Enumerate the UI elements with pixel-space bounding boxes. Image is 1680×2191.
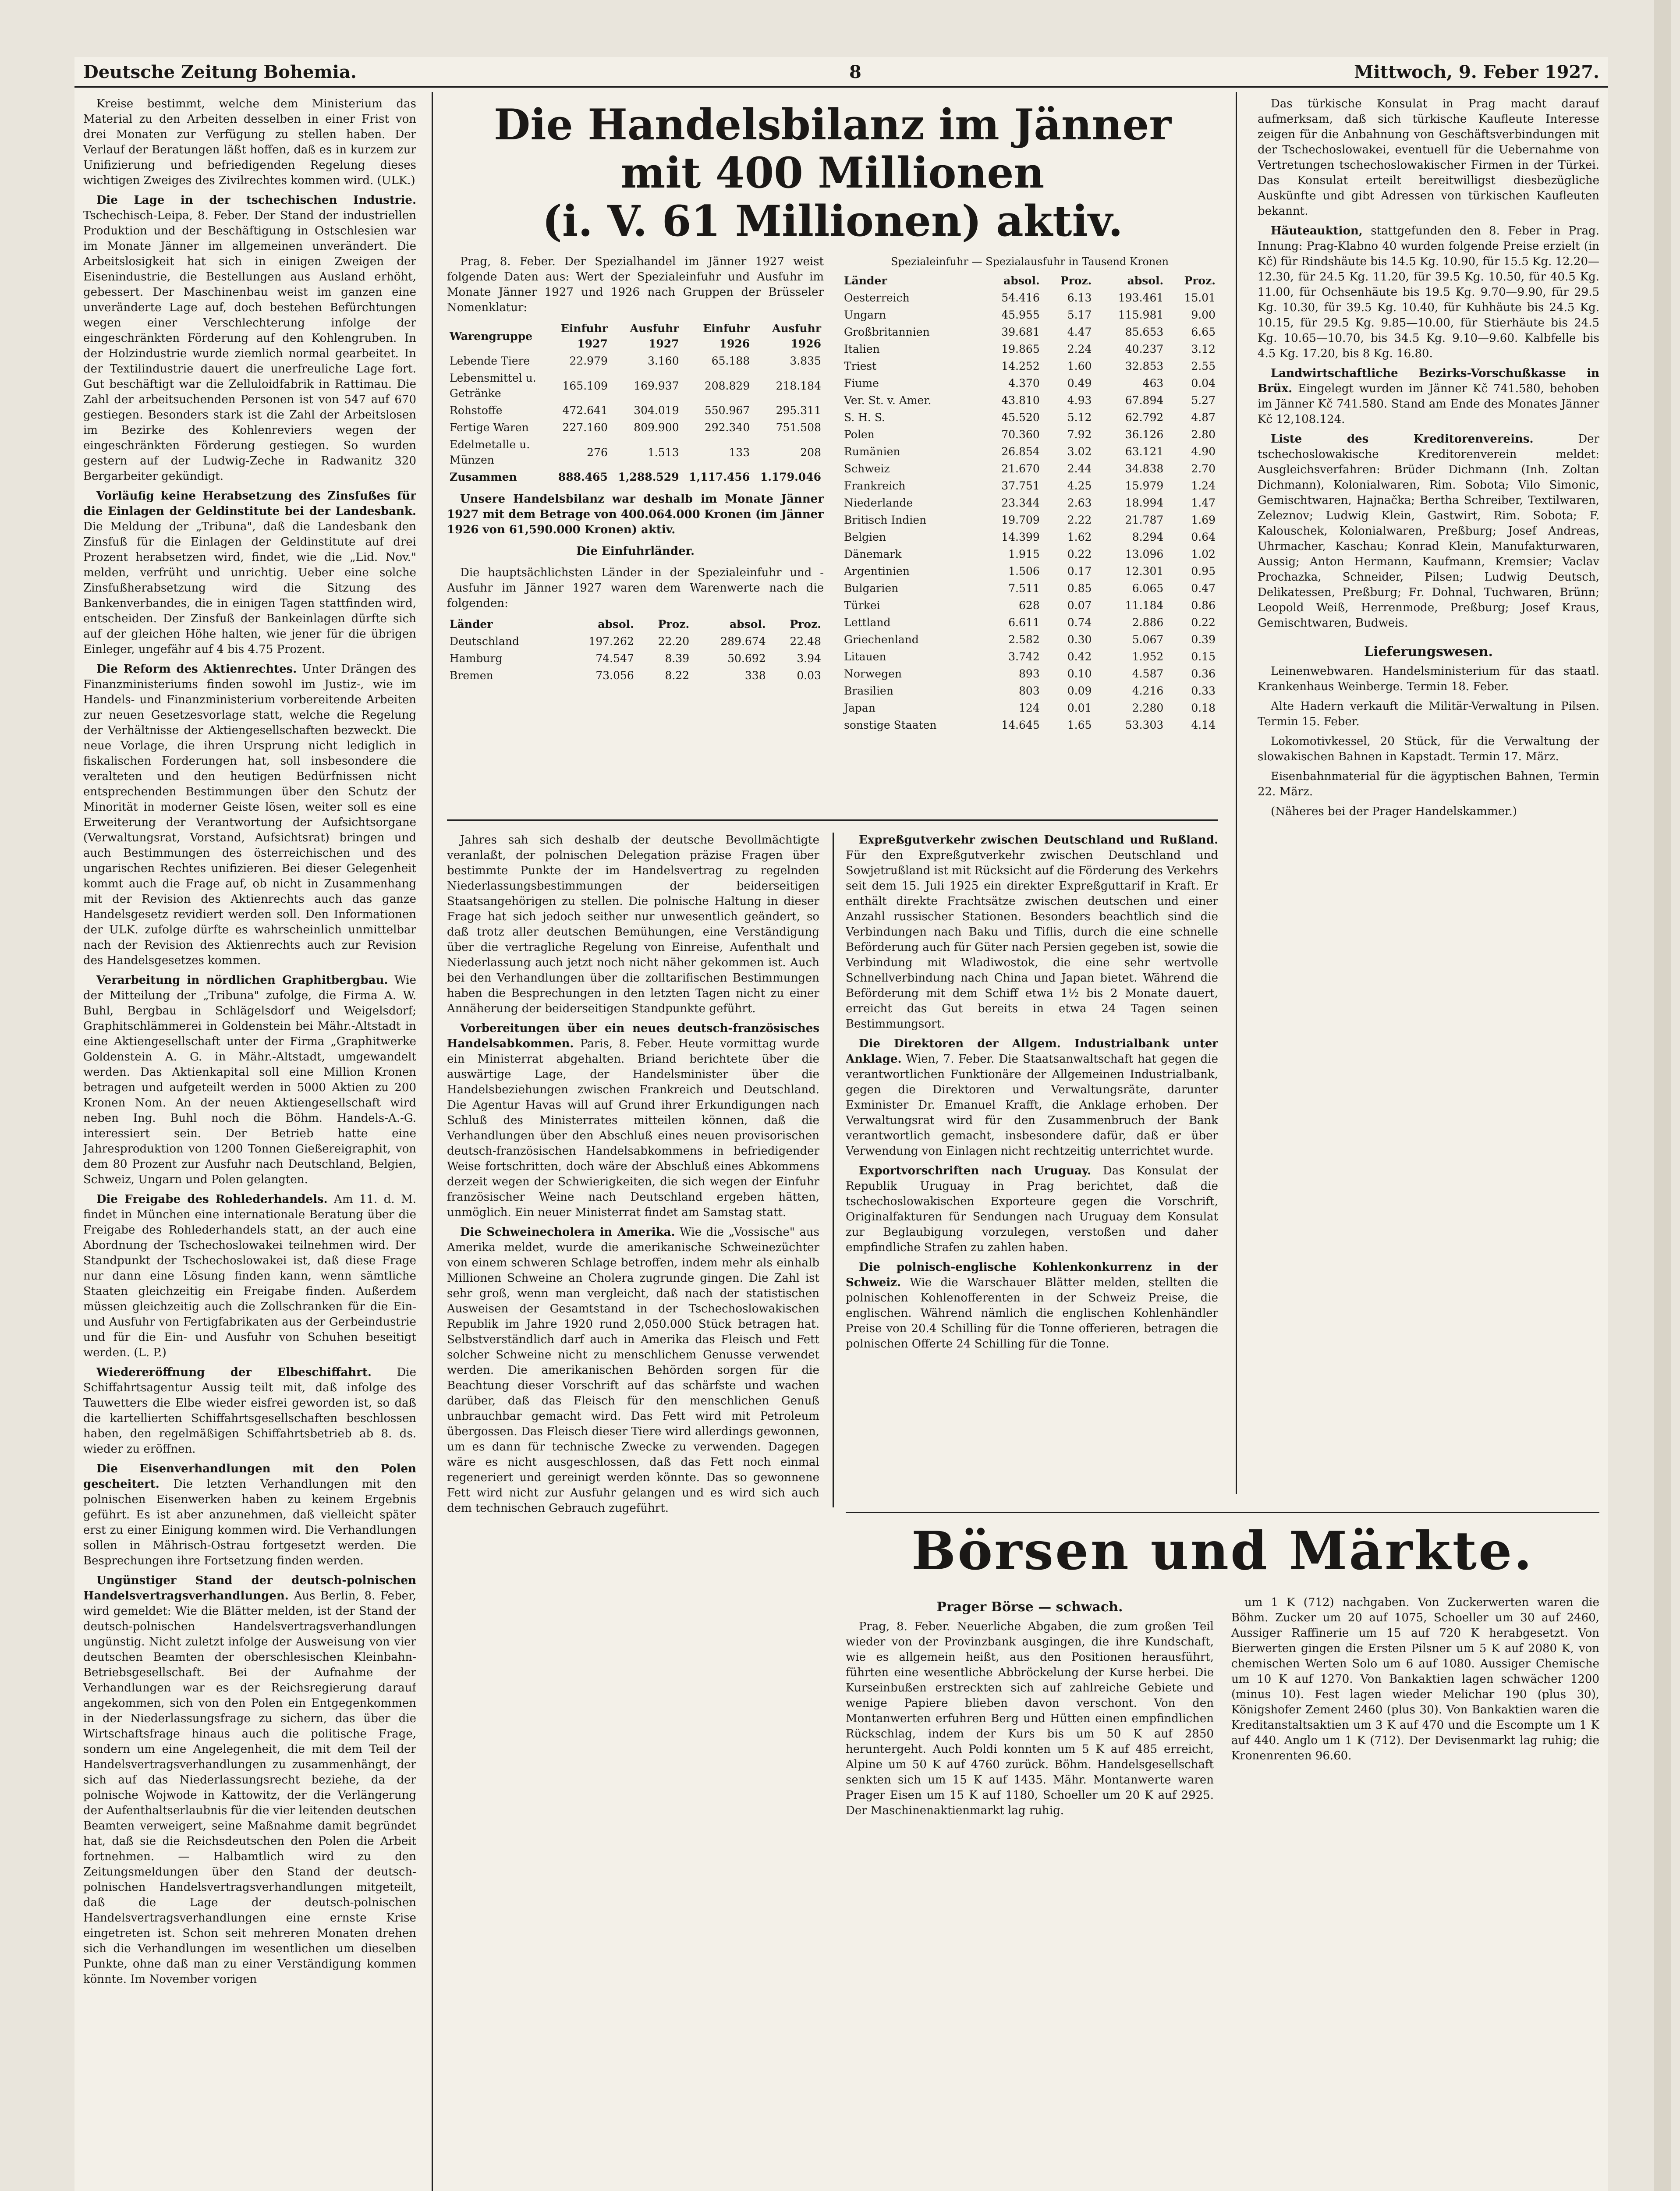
table-cell: 12.301: [1125, 565, 1164, 578]
table-cell: 1.02: [1191, 548, 1216, 560]
table-header-cell: absol.: [1003, 274, 1040, 287]
masthead-title: Deutsche Zeitung Bohemia.: [83, 62, 357, 82]
table-cell: 0.49: [1067, 377, 1092, 390]
table-cell: Hamburg: [450, 652, 503, 665]
table-cell: Lettland: [844, 616, 891, 629]
table-cell: 165.109: [562, 379, 608, 392]
table-cell: 4.370: [1008, 377, 1040, 390]
table-header-cell: Proz.: [1060, 274, 1092, 287]
table-cell: 3.12: [1191, 343, 1216, 355]
article-paragraph: Wie die Warschauer Blätter melden, stellten die polnischen Kohlenofferenten in der Schweiz Preise, die englischen. Während nämlich die englischen Kohlenhändler Preise von 20.4 Schilling für die Tonne offerieren, betragen die polnischen Offerte 24 Schilling für die Tonne.: [846, 1276, 1218, 1351]
table-row: [841, 580, 1218, 597]
table-row: [841, 323, 1218, 340]
column-center-left: [447, 833, 819, 2191]
article-heading: Die Schweinecholera in Amerika.: [460, 1226, 675, 1239]
table-cell: 0.33: [1191, 684, 1216, 697]
table-cell: 0.39: [1191, 633, 1216, 646]
table-cell: 39.681: [1001, 326, 1040, 338]
table-cell: 1.69: [1191, 514, 1216, 526]
table-row: [841, 699, 1218, 716]
table-row: [447, 633, 824, 650]
table-cell: Frankreich: [844, 479, 906, 492]
table-row: [841, 477, 1218, 494]
table-cell: 0.03: [797, 669, 821, 682]
table-row: [841, 597, 1218, 614]
table-cell: 15.979: [1125, 479, 1164, 492]
table-cell: 289.674: [720, 635, 766, 648]
table-cell: 1.506: [1008, 565, 1040, 578]
table-cell: 803: [1019, 684, 1040, 697]
table-header-cell: Einfuhr 1927: [560, 322, 608, 350]
article-paragraph: Tschechisch-Leipa, 8. Feber. Der Stand der industriellen Produktion und der Beschäftigung in Ostschlesien war im Monate Jänner im allgemeinen unverändert. Die Arbeitslosigkeit hat sich in einigen Zweigen der Eisenindustrie, die Bestellungen aus Ausland erhöht, gebessert. Der Maschinenbau weist im ganzen eine unveränderte Lage auf, doch bestehen Befürchtungen wegen einer Verschlechterung infolge der eingeschränkten Förderung auf den Kohlengruben. In der Holzindustrie wurde ziemlich normal gearbeitet. In der Textilindustrie dauert die unerfreuliche Lage fort. Gut beschäftigt war die Zelluloidfabrik in Rattimau. Die Zahl der arbeitsuchenden Personen ist von 547 auf 670 gestiegen. Besonders stark ist die Zahl der Arbeitslosen im Bezirke des Kohlenreviers wegen der eingeschränkten Förderung gestiegen. So wurden gestern auf der Ludwig-Zeche in Radwanitz 320 Bergarbeiter gekündigt.: [83, 209, 416, 483]
table-header-cell: Proz.: [1184, 274, 1216, 287]
table-cell: 22.20: [658, 635, 690, 648]
table-cell: Edelmetalle u. Münzen: [450, 438, 530, 466]
article-paragraph: Eingelegt wurden im Jänner Kč 741.580, behoben im Jänner Kč 741.580. Stand am Ende des Monates Jänner Kč 12,108.124.: [1258, 382, 1599, 426]
table-cell: Norwegen: [844, 667, 902, 680]
table-cell: Italien: [844, 343, 880, 355]
table-cell: 3.835: [790, 355, 821, 367]
table-cell: 0.17: [1067, 565, 1092, 578]
markets-title: Börsen und Märkte.: [911, 1520, 1534, 1582]
table-cell: Brasilien: [844, 684, 893, 697]
table-row: [447, 402, 824, 419]
table-cell: 893: [1019, 667, 1040, 680]
table-header-cell: Einfuhr 1926: [703, 322, 750, 350]
table-cell: 0.10: [1067, 667, 1092, 680]
lead-intro: Prag, 8. Feber. Der Spezialhandel im Jänner 1927 weist folgende Daten aus: Wert der Spezialeinfuhr und Ausfuhr im Monate Jänner 1927 und 1926 nach Gruppen der Brüsseler Nomenklatur:: [447, 255, 824, 314]
column-rule: [1236, 92, 1237, 1494]
table-row: [447, 419, 824, 436]
article-heading: Die polnisch-englische Kohlenkonkurrenz in der Schweiz.: [846, 1261, 1218, 1289]
table-row: [447, 468, 824, 486]
article-paragraph: Der tschechoslowakische Kreditorenverein meldet: Ausgleichsverfahren: Brüder Dichmann (Inh. Zoltan Dichmann), Kolonialwaren, Rim. Sobota; Vilo Simonic, Gemischtwaren, Hajnačka; Bertha Schreiber, Textilwaren, Zeleznov; Ludwig Klein, Gastwirt, Rim. Sobota; F. Kalouschek, Kolonialwaren, Preßburg; Josef Andreas, Uhrmacher, Kaschau; Konrad Klein, Manufakturwaren, Aussig; Anton Hermann, Kaufmann, Kremsier; Vaclav Prochazka, Schneider, Pilsen; Ludwig Deutsch, Delikatessen, Preßburg; Fr. Dohnal, Tuchwaren, Brünn; Leopold Weiß, Herrenmode, Preßburg; Josef Kraus, Gemischtwaren, Budweis.: [1258, 433, 1599, 630]
table-cell: 5.27: [1191, 394, 1216, 407]
article-heading: Die Lage in der tschechischen Industrie.: [96, 194, 416, 207]
table-row: [447, 436, 824, 468]
table-cell: 73.056: [595, 669, 634, 682]
table-cell: 751.508: [776, 421, 821, 434]
table-cell: 295.311: [776, 404, 821, 417]
table-cell: 8.39: [665, 652, 690, 665]
table-header-cell: Länder: [450, 618, 493, 631]
article-paragraph: Paris, 8. Feber. Heute vormittag wurde ein Ministerrat abgehalten. Briand berichtete über die auswärtige Lage, der Handelsminister über die Handelsbeziehungen zwischen Frankreich und Deutschland. Die Agentur Havas will auf Grund ihrer Erkundigungen nach Schluß des Ministerrates mitteilen können, daß die Verhandlungen über den Abschluß eines neuen provisorischen deutsch-französischen Handelsabkommens in befriedigender Weise fortschritten, doch wäre der Abschluß eines Abkommens derzeit wegen der Schwierigkeiten, die sich wegen der Einfuhr französischer Weine nach Deutschland ergeben hätten, unmöglich. Ein neuer Ministerrat findet am Samstag statt.: [447, 1037, 819, 1219]
table-cell: 34.838: [1125, 462, 1164, 475]
table-cell: 1.952: [1132, 650, 1164, 663]
article-heading: Verarbeitung in nördlichen Graphitbergbau.: [96, 974, 388, 987]
table-cell: 67.894: [1125, 394, 1164, 407]
table-cell: 1,288.529: [618, 471, 679, 483]
table-cell: 9.00: [1191, 308, 1216, 321]
table-cell: Britisch Indien: [844, 514, 927, 526]
table-cell: Japan: [844, 702, 875, 714]
table-cell: 74.547: [595, 652, 634, 665]
article-paragraph: Die Schiffahrtsagentur Aussig teilt mit, daß infolge des Tauwetters die Elbe wieder eisfrei geworden ist, so daß die kartellierten Schiffahrtsgesellschaften beschlossen haben, den regelmäßigen Schiffahrtsbetrieb ab 8. ds. wieder zu eröffnen.: [83, 1366, 416, 1456]
article-paragraph: Das Konsulat der Republik Uruguay in Prag berichtet, daß die tschechoslowakischen Exporteure gegen die Vorschrift, Originalfakturen für Sendungen nach Uruguay dem Konsulat zur Beglaubigung vorzulegen, verstoßen und daher empfindliche Strafen zu zahlen haben.: [846, 1164, 1218, 1254]
table-cell: 1.65: [1067, 719, 1092, 731]
table-row: [841, 494, 1218, 511]
article-paragraph: Für den Expreßgutverkehr zwischen Deutschland und Sowjetrußland ist mit Rücksicht auf die Förderung des Verkehrs seit dem 15. Juli 1925 ein direkter Expreßguttarif in Kraft. Er enthält direkte Frachtsätze zwischen deutschen und einer Anzahl russischer Stationen. Besonders beachtlich sind die Verbindungen nach Baku und Tiflis, durch die eine schnelle Beförderung auch für Güter nach Persien gegeben ist, sowie die Verbindung mit Wladiwostok, die eine sehr wertvolle Schnellverbindung nach China und Japan bietet. Während die Beförderung mit dem Schiff etwa 1½ bis 2 Monate dauert, erreicht das Gut bereits in etwa 24 Tagen seinen Bestimmungsort.: [846, 849, 1218, 1031]
table-cell: 115.981: [1118, 308, 1164, 321]
table-cell: 45.520: [1001, 411, 1040, 424]
table-cell: 463: [1142, 377, 1164, 390]
column-center-right: [846, 833, 1218, 1507]
markets-section: [846, 1516, 1599, 2191]
table-cell: 0.22: [1067, 548, 1092, 560]
article-paragraph: Das türkische Konsulat in Prag macht darauf aufmerksam, daß sich türkische Kaufleute Interesse zeigen für die Anbahnung von Geschäftsverbindungen mit der Tschechoslowakei, eventuell für die Uebernahme von Vertretungen tschechoslowakischer Firmen in der Türkei. Das Konsulat erteilt bereitwilligst diesbezügliche Auskünfte und gibt Adressen von türkischen Kaufleuten bekannt.: [1258, 97, 1599, 218]
article-paragraph: Kreise bestimmt, welche dem Ministerium das Material zu den Arbeiten desselben in einer Frist von drei Monaten zur Verfügung zu stellen haben. Der Verlauf der Beratungen läßt hoffen, daß es in kurzem zur Unifizierung und befriedigenden Regelung dieses wichtigen Zweiges des Zivilrechtes kommen wird. (ULK.): [83, 97, 416, 187]
table-header-cell: Ausfuhr 1926: [772, 322, 821, 350]
page-header: [74, 57, 1608, 88]
table-cell: 18.994: [1125, 496, 1164, 509]
article-heading: Die Direktoren der Allgem. Industrialbank unter Anklage.: [846, 1037, 1218, 1066]
table-cell: Lebensmittel u. Getränke: [450, 372, 536, 400]
column-rule: [432, 92, 433, 2191]
table-cell: 0.42: [1067, 650, 1092, 663]
table-cell: 6.065: [1132, 582, 1164, 595]
table-cell: 5.17: [1067, 308, 1092, 321]
table-cell: Schweiz: [844, 462, 890, 475]
tender-item: Eisenbahnmaterial für die ägyptischen Bahnen, Termin 22. März.: [1258, 770, 1599, 798]
table-cell: 13.096: [1125, 548, 1164, 560]
table-row: [841, 716, 1218, 734]
table-row: [841, 682, 1218, 699]
table-cell: 0.95: [1191, 565, 1216, 578]
table-cell: 23.344: [1001, 496, 1040, 509]
table-cell: 2.70: [1191, 462, 1216, 475]
article-heading: Landwirtschaftliche Bezirks-Vorschußkasse in Brüx.: [1258, 367, 1599, 395]
table-cell: 85.653: [1125, 326, 1164, 338]
table-cell: Griechenland: [844, 633, 919, 646]
table-row: [841, 528, 1218, 546]
article-heading: Liste des Kreditorenvereins.: [1271, 433, 1534, 446]
table-cell: Bulgarien: [844, 582, 899, 595]
table-cell: Ver. St. v. Amer.: [844, 394, 932, 407]
table-row: [447, 650, 824, 667]
column-rule: [833, 833, 834, 1507]
table-cell: Fiume: [844, 377, 879, 390]
table-cell: 21.787: [1125, 514, 1164, 526]
table-cell: 124: [1019, 702, 1040, 714]
article-paragraph: Wien, 7. Feber. Die Staatsanwaltschaft hat gegen die verantwortlichen Funktionäre der Allgemeinen Industrialbank, gegen die Direktoren und Verwaltungsräte, darunter Exminister Dr. Emanuel Krafft, die Anklage erhoben. Der Verwaltungsrat wird für den Zusammenbruch der Bank verantwortlich gemacht, insbesondere dafür, daß er über Verwendung von Einlagen nicht rechtzeitig unterrichtet wurde.: [846, 1053, 1218, 1158]
tender-note: (Näheres bei der Prager Handelskammer.): [1271, 805, 1517, 818]
article-heading: Vorbereitungen über ein neues deutsch-französisches Handelsabkommen.: [447, 1022, 819, 1050]
table-cell: 70.360: [1001, 428, 1040, 441]
table-row: [841, 648, 1218, 665]
table-cell: 50.692: [727, 652, 766, 665]
table-cell: Belgien: [844, 531, 886, 543]
table-cell: 227.160: [562, 421, 608, 434]
table-cell: 19.709: [1001, 514, 1040, 526]
table-cell: 26.854: [1001, 445, 1040, 458]
table-cell: 0.22: [1191, 616, 1216, 629]
table-cell: 1.24: [1191, 479, 1216, 492]
table-row: [841, 306, 1218, 323]
table-cell: 208: [800, 446, 821, 459]
issue-date: Mittwoch, 9. Feber 1927.: [1354, 62, 1599, 82]
article-paragraph: Am 11. d. M. findet in München eine internationale Beratung über die Freigabe des Rohlederhandels statt, an der auch eine Abordnung der Tschechoslowakei teilnehmen wird. Der Standpunkt der Tschechoslowakei ist, daß diese Frage nur dann eine Lösung finden kann, wenn sämtliche Staaten gleichzeitig ein Freigabe finden. Außerdem müssen gleichzeitig auch die Zollschranken für die Ein- und Ausfuhr von Fertigfabrikaten aus der Gerbeindustrie und für die Ein- und Ausfuhr von Schuhen beseitigt werden. (L. P.): [83, 1193, 416, 1359]
table-cell: 15.01: [1184, 291, 1216, 304]
table-cell: 304.019: [634, 404, 679, 417]
germany-table: [447, 616, 824, 684]
table-cell: Ungarn: [844, 308, 886, 321]
article-paragraph: Die letzten Verhandlungen mit den polnischen Eisenwerken haben zu keinem Ergebnis geführt. Es ist aber anzunehmen, daß vielleicht später erst zu einer Einigung kommen wird. Die Verhandlungen sollen in Mährisch-Ostrau fortgesetzt werden. Die Besprechungen ihre Fortsetzung finden werden.: [83, 1478, 416, 1567]
table-row: [841, 563, 1218, 580]
table-cell: Argentinien: [844, 565, 910, 578]
table-cell: 65.188: [711, 355, 750, 367]
table-cell: 4.14: [1191, 719, 1216, 731]
table-cell: Bremen: [450, 669, 493, 682]
table-cell: 1.47: [1191, 496, 1216, 509]
table-cell: 0.09: [1067, 684, 1092, 697]
table-row: [841, 289, 1218, 306]
table-cell: 550.967: [704, 404, 750, 417]
table-cell: 4.47: [1067, 326, 1092, 338]
table-cell: 4.587: [1132, 667, 1164, 680]
table-cell: 6.65: [1191, 326, 1216, 338]
table-cell: 3.160: [648, 355, 679, 367]
table-cell: 63.121: [1125, 445, 1164, 458]
table-cell: 472.641: [562, 404, 608, 417]
article-heading: Häuteauktion,: [1271, 224, 1363, 238]
table-cell: 1.62: [1067, 531, 1092, 543]
table-cell: 4.87: [1191, 411, 1216, 424]
table-cell: 133: [729, 446, 750, 459]
table-cell: sonstige Staaten: [844, 719, 937, 731]
article-heading: Exportvorschriften nach Uruguay.: [859, 1164, 1092, 1177]
table-cell: 2.886: [1132, 616, 1164, 629]
article-heading: Expreßgutverkehr zwischen Deutschland und Rußland.: [859, 833, 1218, 847]
article-heading: Vorläufig keine Herabsetzung des Zinsfußes für die Einlagen der Geldinstitute bei der Landesbank.: [83, 489, 416, 518]
table-cell: 8.22: [665, 669, 690, 682]
tender-item: Leinenwebwaren. Handelsministerium für das staatl. Krankenhaus Weinberge. Termin 18. Feber.: [1258, 665, 1599, 693]
table-row: [841, 443, 1218, 460]
table-row: [841, 392, 1218, 409]
table-header-cell: absol.: [598, 618, 634, 631]
table-cell: 2.44: [1067, 462, 1092, 475]
table-cell: 37.751: [1001, 479, 1040, 492]
table-cell: 2.280: [1132, 702, 1164, 714]
table-cell: 0.74: [1067, 616, 1092, 629]
lead-summary: Unsere Handelsbilanz war deshalb im Monate Jänner 1927 mit dem Betrage von 400.064.000 Kronen (im Jänner 1926 von 61,590.000 Kronen) aktiv.: [447, 493, 824, 536]
table-cell: 1.513: [648, 446, 679, 459]
table-cell: 1.179.046: [760, 471, 821, 483]
tender-item: Lokomotivkessel, 20 Stück, für die Verwaltung der slowakischen Bahnen in Kapstadt. Termin 17. März.: [1258, 735, 1599, 763]
table-cell: 3.742: [1008, 650, 1040, 663]
table-row: [841, 375, 1218, 392]
table-cell: 2.80: [1191, 428, 1216, 441]
table-cell: Deutschland: [450, 635, 519, 648]
table-cell: 4.25: [1067, 479, 1092, 492]
table-cell: Polen: [844, 428, 875, 441]
table-cell: 1,117.456: [689, 471, 750, 483]
article-paragraph: Die Meldung der „Tribuna", daß die Landesbank den Zinsfuß für die Einlagen der Geldinstitute auf drei Prozent herabsetzen wird, findet, wie die „Lid. Nov." melden, verfrüht und unrichtig. Ueber eine solche Zinsfußherabsetzung wird die Sitzung des Bankenverbandes, die in einigen Tagen stattfinden wird, entscheiden. Der Zinsfuß der Bankeinlagen dürfte sich auf der gleichen Höhe halten, wie jener für die übrigen Einleger, ungefähr auf 4 bis 4.75 Prozent.: [83, 520, 416, 656]
table-cell: Türkei: [844, 599, 880, 612]
table-cell: 8.294: [1132, 531, 1164, 543]
table-cell: 21.670: [1001, 462, 1040, 475]
table-header-cell: Ausfuhr 1927: [630, 322, 679, 350]
table-cell: 4.90: [1191, 445, 1216, 458]
table-row: [447, 369, 824, 402]
table-cell: 2.63: [1067, 496, 1092, 509]
lead-article: [447, 96, 1218, 833]
table-cell: 0.04: [1191, 377, 1216, 390]
article-heading: Ungünstiger Stand der deutsch-polnischen Handelsvertragsverhandlungen.: [83, 1574, 416, 1602]
article-paragraph: Aus Berlin, 8. Feber, wird gemeldet: Wie die Blätter melden, ist der Stand der deutsch-polnischen Handelsvertragsverhandlungen ungünstig. Nicht zuletzt infolge der Ausweisung von vier deutschen Beamten der oberschlesischen Kleinbahn-Betriebsgesellschaft. Bei der Aufnahme der Verhandlungen war es der Reichsregierung darauf angekommen, sich von den Polen ein Entgegenkommen in der Niederlassungsfrage zu sichern, das über die Wirtschaftsfrage hinaus auch die politische Frage, sondern um eine Angelegenheit, die mit dem Teil der Handelsvertragsverhandlungen zu zusammenhängt, der sich auf das Niederlassungsrecht beziehe, da der polnische Wojwode in Kattowitz, der die Verlängerung der Aufenthaltserlaubnis für die vier leitenden deutschen Beamten verweigert, seine Maßnahme damit begründet hat, daß sie die Reichsdeutschen den Polen die Arbeit fortnehmen. — Halbamtlich wird zu den Zeitungsmeldungen über den Stand der deutsch-polnischen Handelsvertragsverhandlungen mitgeteilt, daß die Lage der deutsch-polnischen Handelsvertragsverhandlungen eine ernste Krise eingetreten ist. Schon seit mehreren Monaten drehen sich die Verhandlungen im wesentlichen um dieselben Punkte, ohne daß man zu einer Verständigung kommen könnte. Im November vorigen: [83, 1589, 416, 1986]
table-cell: 0.64: [1191, 531, 1216, 543]
table-cell: 0.01: [1067, 702, 1092, 714]
table-header-cell: absol.: [1127, 274, 1164, 287]
table-cell: 14.252: [1001, 360, 1040, 372]
table-cell: 218.184: [776, 379, 821, 392]
table-cell: Niederlande: [844, 496, 913, 509]
table-cell: 0.36: [1191, 667, 1216, 680]
section-rule: [846, 1512, 1599, 1513]
table-row: [841, 631, 1218, 648]
table-cell: 22.48: [790, 635, 821, 648]
table-cell: 1.60: [1067, 360, 1092, 372]
column-left: [83, 96, 416, 2191]
lead-headline: [447, 101, 1218, 245]
table-cell: 6.13: [1067, 291, 1092, 304]
table-cell: 197.262: [588, 635, 634, 648]
table-cell: 1.915: [1008, 548, 1040, 560]
table-cell: 338: [744, 669, 766, 682]
table-header-cell: Proz.: [658, 618, 690, 631]
page-number: 8: [849, 62, 861, 82]
headline-line-1: Die Handelsbilanz im Jänner mit 400 Millionen: [494, 100, 1171, 198]
table-row: [841, 460, 1218, 477]
table-cell: 0.86: [1191, 599, 1216, 612]
table-cell: 5.067: [1132, 633, 1164, 646]
article-paragraph: Jahres sah sich deshalb der deutsche Bevollmächtigte veranlaßt, der polnischen Delegation präzise Fragen über bestimmte Punkte der im Handelsvertrag zu regelnden Niederlassungsbestimmungen der beiderseitigen Staatsangehörigen zu stellen. Die polnische Haltung in dieser Frage hat sich jedoch seither nur unwesentlich geändert, so daß trotz aller deutschen Bemühungen, eine Verständigung über die vertragliche Regelung von Einreise, Aufenthalt und Niederlassung auch jetzt noch nicht näher gekommen ist. Auch bei den Verhandlungen über die zolltarifischen Bestimmungen haben die Besprechungen in den letzten Tagen nicht zu einer Annäherung der beiderseitigen Standpunkte geführt.: [447, 833, 819, 1015]
table-row: [841, 614, 1218, 631]
newspaper-page: [74, 57, 1608, 2191]
table-cell: 5.12: [1067, 411, 1092, 424]
trade-groups-table: [447, 320, 824, 486]
table-cell: 14.645: [1001, 719, 1040, 731]
table-cell: 62.792: [1125, 411, 1164, 424]
article-paragraph: Unter Drängen des Finanzministeriums finden sowohl im Justiz-, wie im Handels- und Finanzministerium vorbereitende Arbeiten zur neuen Gesetzesvorlage statt, welche die Regelung der Verhältnisse der Aktiengesellschaften bezweckt. Die neue Vorlage, die ihren Ursprung nicht lediglich in fiskalischen Forderungen hat, soll insbesondere die veralteten und den heutigen Bedürfnissen nicht entsprechenden Bestimmungen über den Schutz der Minorität in moderner Geiste lösen, weiter soll es eine Erweiterung der Verantwortung der Aufsichtsorgane (Verwaltungsrat, Vorstand, Aufsichtsrat) bringen und auch Bestimmungen des österreichischen und des ungarischen Rechtes unifizieren. Bei dieser Gelegenheit kommt auch die Frage auf, ob nicht in Zusammenhang mit der Revision des Aktienrechts auch das ganze Handelsgesetz revidiert werden soll. Den Informationen der ULK. zufolge dürfte es wahrscheinlich unmittelbar nach der Revision des Aktienrechts auch zur Revision des Handelsgesetzes kommen.: [83, 663, 416, 967]
table-row: [841, 546, 1218, 563]
table-cell: 2.24: [1067, 343, 1092, 355]
table-cell: 888.465: [558, 471, 608, 483]
table-row: [447, 352, 824, 369]
table-cell: Rohstoffe: [450, 404, 503, 417]
table-cell: 36.126: [1125, 428, 1164, 441]
table-cell: 3.02: [1067, 445, 1092, 458]
table-cell: 7.511: [1008, 582, 1040, 595]
table-cell: 22.979: [569, 355, 608, 367]
table-cell: 2.55: [1191, 360, 1216, 372]
table-cell: 4.93: [1067, 394, 1092, 407]
article-paragraph: stattgefunden den 8. Feber in Prag. Innung: Prag-Klabno 40 wurden folgende Preise erzielt (in Kč) für Rindshäute bis 14.5 Kg. 10.90, für 15.5 Kg. 12.20—12.30, für 24.5 Kg. 11.20, für 39.5 Kg. 10.50, für 40.5 Kg. 11.00, für Ochsenhäute bis 19.5 Kg. 9.70—9.90, für 29.5 Kg. 10.30, für 39.5 Kg. 10.40, für Kuhhäute bis 24.5 Kg. 10.15, für 29.5 Kg. 9.85—10.00, für Stierhäute bis 24.5 Kg. 10.65—10.70, bis 34.5 Kg. 9.10—9.60. Kalbfelle bis 4.5 Kg. 17.20, bis 8 Kg. 16.80.: [1258, 224, 1599, 360]
table-cell: 4.216: [1132, 684, 1164, 697]
table-row: [447, 667, 824, 684]
table-cell: Dänemark: [844, 548, 902, 560]
section-heading: Lieferungswesen.: [1364, 644, 1493, 659]
table-cell: Fertige Waren: [450, 421, 529, 434]
table-header-cell: Proz.: [790, 618, 821, 631]
table-row: [841, 340, 1218, 358]
table-cell: 11.184: [1125, 599, 1164, 612]
table-cell: 0.47: [1191, 582, 1216, 595]
import-countries-intro: Die hauptsächlichsten Länder in der Spezialeinfuhr und -Ausfuhr im Jänner 1927 waren dem Warenwerte nach die folgenden:: [447, 566, 824, 610]
headline-line-2: (i. V. 61 Millionen) aktiv.: [542, 196, 1123, 246]
table-cell: 19.865: [1001, 343, 1040, 355]
table-cell: 53.303: [1125, 719, 1164, 731]
countries-table: [841, 272, 1218, 734]
table-caption: Spezialeinfuhr — Spezialausfuhr in Tausend Kronen: [890, 255, 1169, 268]
tender-item: Alte Hadern verkauft die Militär-Verwaltung in Pilsen. Termin 15. Feber.: [1258, 700, 1599, 728]
table-cell: 40.237: [1125, 343, 1164, 355]
table-cell: 3.94: [797, 652, 821, 665]
table-cell: 292.340: [704, 421, 750, 434]
table-cell: 276: [587, 446, 608, 459]
table-header-cell: absol.: [729, 618, 766, 631]
table-cell: 54.416: [1001, 291, 1040, 304]
table-row: [841, 511, 1218, 528]
article-heading: Die Eisenverhandlungen mit den Polen gescheitert.: [83, 1462, 416, 1491]
table-cell: 208.829: [704, 379, 750, 392]
article-heading: Die Freigabe des Rohlederhandels.: [96, 1193, 328, 1206]
table-row: [841, 409, 1218, 426]
table-header-cell: Warengruppe: [450, 330, 533, 343]
table-cell: 809.900: [634, 421, 679, 434]
table-cell: Zusammen: [450, 471, 517, 483]
table-cell: 0.18: [1191, 702, 1216, 714]
table-cell: 0.30: [1067, 633, 1092, 646]
article-heading: Die Reform des Aktienrechtes.: [96, 663, 297, 676]
table-cell: 0.15: [1191, 650, 1216, 663]
market-report: um 1 K (712) nachgaben. Von Zuckerwerten waren die Böhm. Zucker um 20 auf 1075, Schoeller um 30 auf 2460, Aussiger Raffinerie um 15 auf 720 K herabgesetzt. Von Bierwerten gingen die Ersten Pilsner um 5 K auf 2080 K, von chemischen Werten Solo um 6 auf 1080. Aussiger Chemische um 10 K auf 1270. Von Bankaktien lagen schwächer 1200 (minus 10). Fest lagen wieder Melichar 190 (plus 30), Königshofer Zement 2460 (plus 30). Von Bankaktien waren die Kreditanstaltsaktien um 3 K auf 470 und die Escompte um 1 K auf 440. Anglo um 1 K (712). Der Devisenmarkt lag ruhig; die Kronenrenten 96.60.: [1231, 1596, 1599, 1762]
table-row: [841, 426, 1218, 443]
article-paragraph: Wie der Mitteilung der „Tribuna" zufolge, die Firma A. W. Buhl, Bergbau in Schlägelsdorf und Weigelsdorf; Graphitschlämmerei in Goldenstein bei Mähr.-Altstadt in eine Aktiengesellschaft unter der Firma „Graphitwerke Goldenstein A. G. in Mähr.-Altstadt, umgewandelt werden. Das Aktienkapital soll eine Million Kronen betragen und aufgeteilt werden in 5000 Aktien zu 200 Kronen Nom. An der neuen Aktiengesellschaft wird neben Ing. Buhl noch die Böhm. Handels-A.-G. interessiert sein. Der Betrieb hatte eine Jahresproduktion von 1200 Tonnen Gießereigraphit, von dem 80 Prozent zur Ausfuhr nach Deutschland, Belgien, Schweiz, Ungarn und Polen gelangten.: [83, 974, 416, 1186]
article-paragraph: Wie die „Vossische" aus Amerika meldet, wurde die amerikanische Schweinezüchter von einem schweren Schlage betroffen, indem mehr als einhalb Millionen Schweine an Cholera zugrunde gingen. Die Zahl ist sehr groß, wenn man vergleicht, daß nach der statistischen Ausweisen der Gesamtstand in der Tschechoslowakischen Republik im Jahre 1920 rund 2,050.000 Stück betragen hat. Selbstverständlich darf auch in Amerika das Fleisch und Fett solcher Schweine nicht zu menschlichem Genusse verwendet werden. Die amerikanischen Behörden sorgen für die Beachtung dieser Vorschrift auf das schärfste und wachen darüber, daß das Fleisch für den menschlichen Genuß unbrauchbar gemacht wird. Das Fett wird mit Petroleum übergossen. Das Fleisch dieser Tiere wird allerdings gewonnen, um es dann für technische Zwecke zu verwenden. Dagegen wäre es nicht ausgeschlossen, daß das Fett noch einmal regeneriert und gereinigt werden könnte. Das so gewonnene Fett wird nicht zur Ausfuhr gelangen und es wird sich auch dem technischen Gebrauch zugeführt.: [447, 1226, 819, 1515]
article-heading: Wiedereröffnung der Elbeschiffahrt.: [96, 1366, 372, 1379]
table-cell: Triest: [844, 360, 877, 372]
section-subheading: Die Einfuhrländer.: [576, 545, 695, 558]
table-cell: 2.22: [1067, 514, 1092, 526]
table-cell: 0.07: [1067, 599, 1092, 612]
table-cell: Rumänien: [844, 445, 900, 458]
table-cell: 0.85: [1067, 582, 1092, 595]
table-cell: 43.810: [1001, 394, 1040, 407]
scan-edge: [1654, 0, 1671, 2191]
table-cell: Litauen: [844, 650, 886, 663]
table-cell: 45.955: [1001, 308, 1040, 321]
table-cell: 14.399: [1001, 531, 1040, 543]
exchange-subheading: Prager Börse — schwach.: [936, 1599, 1123, 1615]
table-cell: Oesterreich: [844, 291, 910, 304]
table-header-cell: Länder: [844, 274, 887, 287]
table-cell: Großbritannien: [844, 326, 930, 338]
table-row: [841, 358, 1218, 375]
table-cell: S. H. S.: [844, 411, 886, 424]
table-cell: 193.461: [1118, 291, 1164, 304]
table-cell: 169.937: [634, 379, 679, 392]
table-row: [841, 665, 1218, 682]
table-cell: 6.611: [1008, 616, 1040, 629]
table-cell: 7.92: [1067, 428, 1092, 441]
column-right: [1258, 96, 1599, 1455]
market-report: Prag, 8. Feber. Neuerliche Abgaben, die zum großen Teil wieder von der Provinzbank ausgingen, die ihre Kundschaft, wie es allgemein heißt, aus den Positionen herausführt, führten eine wesentliche Abbröckelung der Kurse herbei. Die Kurseinbußen erstreckten sich auf zahlreiche Gebiete und wenige Papiere blieben davon verschont. Von den Montanwerten erfuhren Berg und Hütten einen empfindlichen Rückschlag, indem der Kurs bis um 50 K auf 2850 heruntergeht. Auch Poldi konnten um 5 K auf 485 erreicht, Alpine um 50 K auf 4760 zurück. Böhm. Handelsgesellschaft senkten sich um 15 K auf 1435. Mähr. Montanwerte waren Prager Eisen um 15 K auf 1180, Schoeller um 20 K auf 2925. Der Maschinenaktienmarkt lag ruhig.: [846, 1620, 1214, 1817]
table-cell: Lebende Tiere: [450, 355, 530, 367]
table-cell: 32.853: [1125, 360, 1164, 372]
table-cell: 2.582: [1008, 633, 1040, 646]
table-cell: 628: [1019, 599, 1040, 612]
